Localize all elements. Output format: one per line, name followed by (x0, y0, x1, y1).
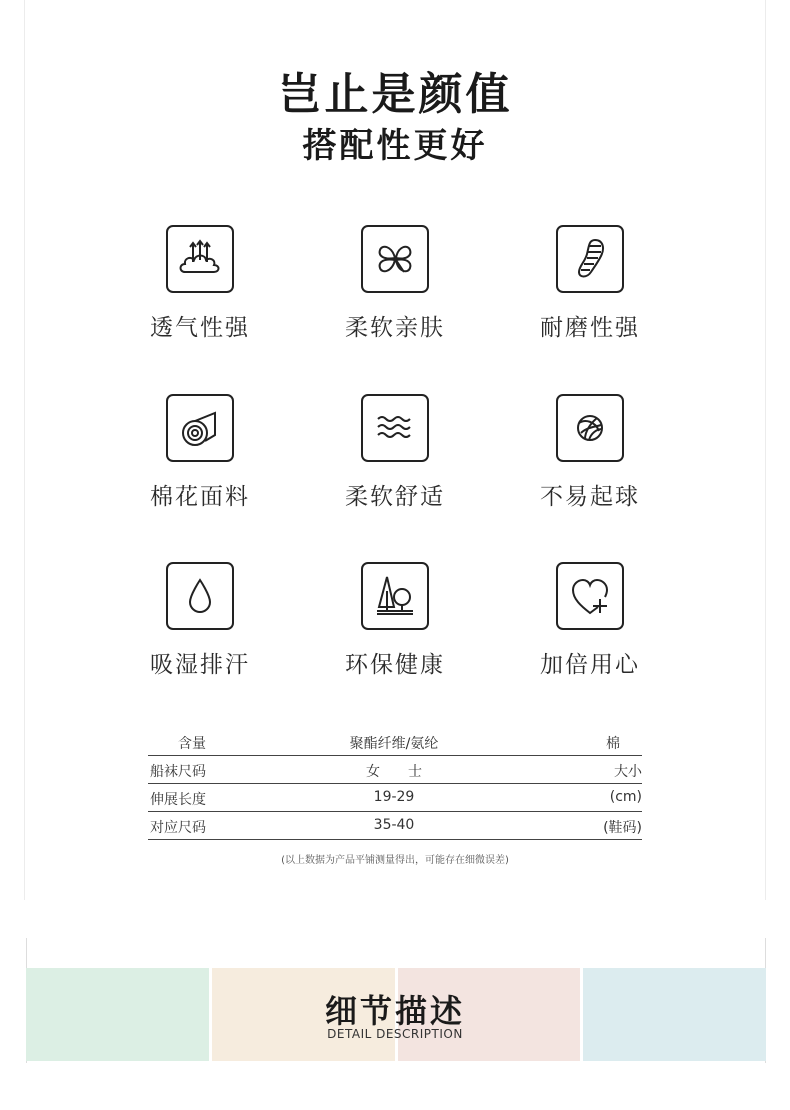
feature-label: 柔软亲肤 (345, 315, 445, 341)
feature-label: 吸湿排汗 (150, 652, 250, 678)
spec-cell: 对应尺码 (150, 820, 206, 836)
feature-wear-resistant (500, 225, 680, 342)
feature-label: 不易起球 (540, 484, 640, 510)
fabric-roll-icon (166, 394, 234, 462)
shoe-sole-icon (556, 225, 624, 293)
table-row (148, 784, 642, 812)
water-drop-icon (166, 562, 234, 630)
sub-title: 搭配性更好 (302, 126, 488, 166)
spec-cell: 船袜尺码 (150, 764, 206, 780)
spec-header-c2: 聚酯纤维/氨纶 (349, 736, 439, 752)
feature-label: 加倍用心 (540, 652, 640, 678)
feature-soft-comfort (305, 394, 485, 511)
spec-cell: (鞋码) (603, 820, 642, 836)
measurement-note: (以上数据为产品平铺测量得出，可能存在细微误差) (281, 855, 509, 866)
feature-label: 棉花面料 (150, 484, 250, 510)
yarn-ball-icon (556, 394, 624, 462)
detail-subtitle: DETAIL DESCRIPTION (327, 1027, 463, 1041)
clover-icon (361, 225, 429, 293)
feature-label: 环保健康 (345, 652, 445, 678)
heart-plus-icon (556, 562, 624, 630)
feature-eco-health (305, 562, 485, 679)
breathable-cloud-icon (166, 225, 234, 293)
spec-header-row (148, 728, 642, 756)
feature-moisture-wicking (110, 562, 290, 679)
spec-cell: 女 士 (366, 764, 422, 780)
spec-header-c3: 棉 (606, 736, 620, 752)
spec-cell: 35-40 (373, 817, 415, 833)
table-row (148, 756, 642, 784)
feature-breathable (110, 225, 290, 342)
feature-soft-skin (305, 225, 485, 342)
feature-label: 柔软舒适 (345, 484, 445, 510)
spec-cell: 大小 (614, 764, 642, 780)
spec-table (148, 728, 642, 840)
spec-cell: 伸展长度 (150, 792, 206, 808)
feature-cotton-fabric (110, 394, 290, 511)
feature-label: 耐磨性强 (540, 315, 640, 341)
feature-anti-pilling (500, 394, 680, 511)
detail-title: 细节描述 (324, 992, 465, 1030)
feature-extra-care (500, 562, 680, 679)
spec-cell: (cm) (609, 789, 642, 805)
table-row (148, 812, 642, 840)
spec-header-c1: 含量 (178, 736, 206, 752)
main-title: 岂止是颜值 (277, 69, 513, 120)
tree-icon (361, 562, 429, 630)
spec-cell: 19-29 (373, 789, 415, 805)
feature-label: 透气性强 (150, 315, 250, 341)
waves-icon (361, 394, 429, 462)
